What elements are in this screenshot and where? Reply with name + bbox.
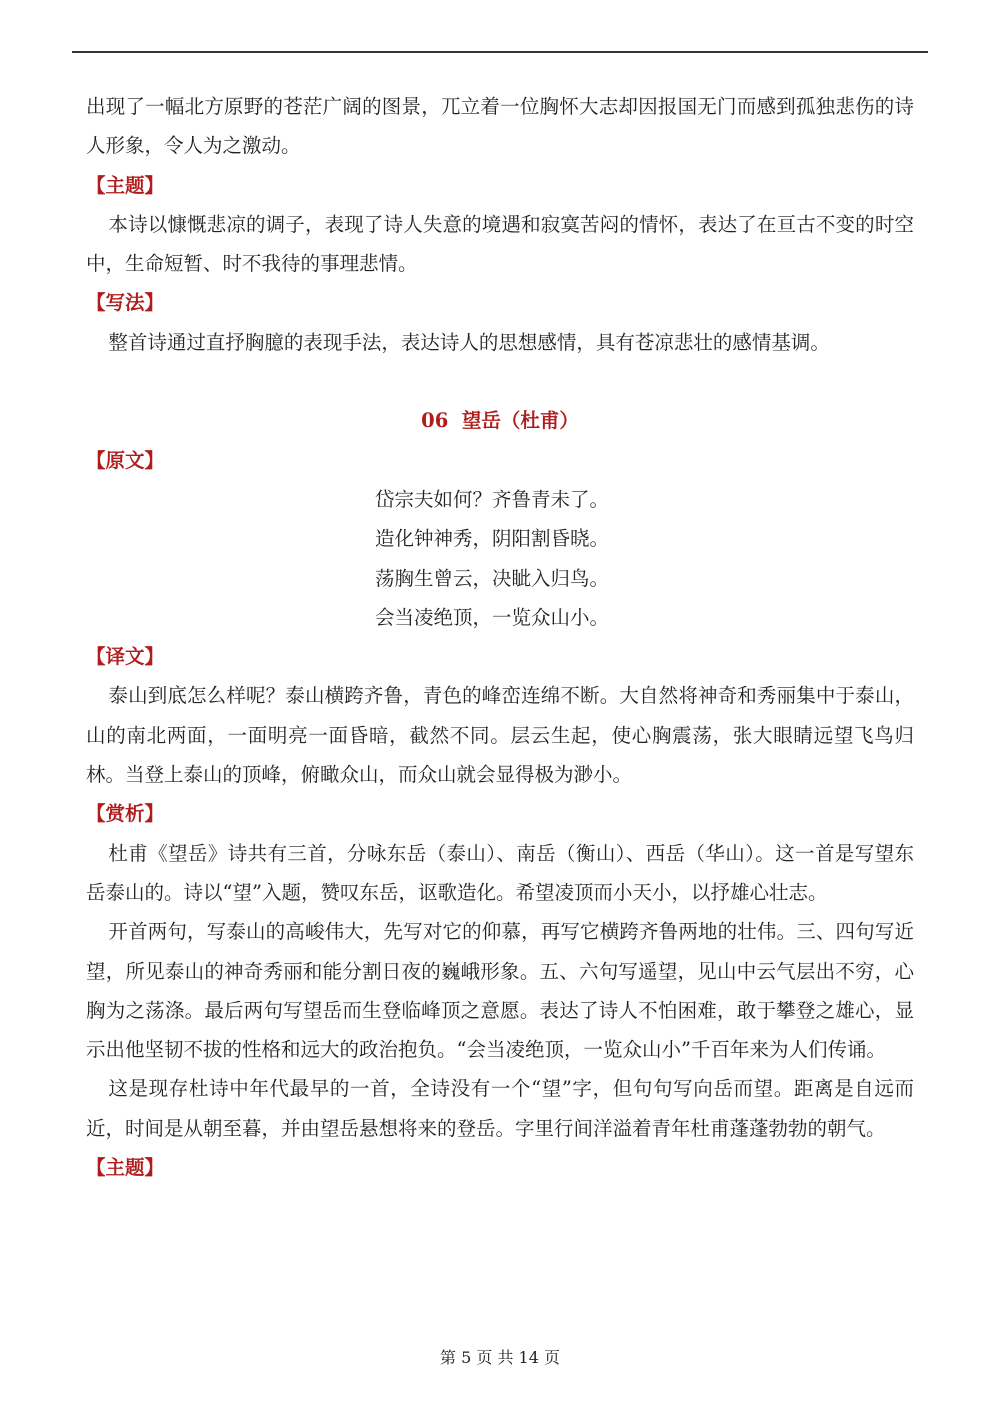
page-number: 第 5 页 共 14 页 (440, 1348, 560, 1367)
poem-line: 会当凌绝顶，一览众山小。 (375, 605, 610, 629)
technique-text: 整首诗通过直抒胸臆的表现手法，表达诗人的思想感情，具有苍凉悲壮的感情基调。 (108, 330, 830, 354)
analysis-tail: 出现了一幅北方原野的苍茫广阔的图景，兀立着一位胸怀大志却因报国无门而感到孤独悲伤的诗人形象，令人为之激动。 (86, 95, 914, 158)
technique-heading: 【写法】 (86, 291, 165, 315)
original-heading: 【原文】 (86, 448, 165, 472)
translation-text: 泰山到底怎么样呢？泰山横跨齐鲁，青色的峰峦连绵不断。大自然将神奇和秀丽集中于泰山，山的南北两面，一面明亮一面昏暗，截然不同。层云生起，使心胸震荡，张大眼睛远望飞鸟归林。当登上泰山的顶峰，俯瞰众山，而众山就会显得极为渺小。 (86, 684, 914, 787)
poem-line: 岱宗夫如何？齐鲁青未了。 (375, 487, 610, 511)
poem-line: 造化钟神秀，阴阳割昏晓。 (375, 527, 610, 551)
appreciation-heading: 【赏析】 (86, 802, 165, 826)
theme-heading: 【主题】 (86, 173, 165, 197)
appreciation-paragraph: 这是现存杜诗中年代最早的一首，全诗没有一个“望”字，但句句写向岳而望。距离是自远而近，时间是从朝至暮，并由望岳悬想将来的登岳。字里行间洋溢着青年杜甫蓬蓬勃勃的朝气。 (86, 1077, 914, 1140)
translation-heading: 【译文】 (86, 645, 165, 669)
appreciation-paragraph: 开首两句，写泰山的高峻伟大，先写对它的仰慕，再写它横跨齐鲁两地的壮伟。三、四句写近望，所见泰山的神奇秀丽和能分割日夜的巍峨形象。五、六句写遥望，见山中云气层出不穷，心胸为之荡涤。最后两句写望岳而生登临峰顶之意愿。表达了诗人不怕困难，敢于攀登之雄心，显示出他坚韧不拔的性格和远大的政治抱负。“会当凌绝顶，一览众山小”千百年来为人们传诵。 (86, 920, 914, 1062)
document-body (86, 87, 914, 1187)
header-rule (72, 51, 928, 53)
section-title: 06 望岳（杜甫） (421, 409, 579, 433)
appreciation-paragraph: 杜甫《望岳》诗共有三首，分咏东岳（泰山）、南岳（衡山）、西岳（华山）。这一首是写望东岳泰山的。诗以“望”入题，赞叹东岳，讴歌造化。希望凌顶而小天小，以抒雄心壮志。 (86, 841, 914, 904)
theme-text: 本诗以慷慨悲凉的调子，表现了诗人失意的境遇和寂寞苦闷的情怀，表达了在亘古不变的时空中，生命短暂、时不我待的事理悲情。 (86, 212, 914, 276)
poem-line: 荡胸生曾云，决眦入归鸟。 (375, 566, 610, 590)
theme-heading-2: 【主题】 (86, 1156, 165, 1180)
